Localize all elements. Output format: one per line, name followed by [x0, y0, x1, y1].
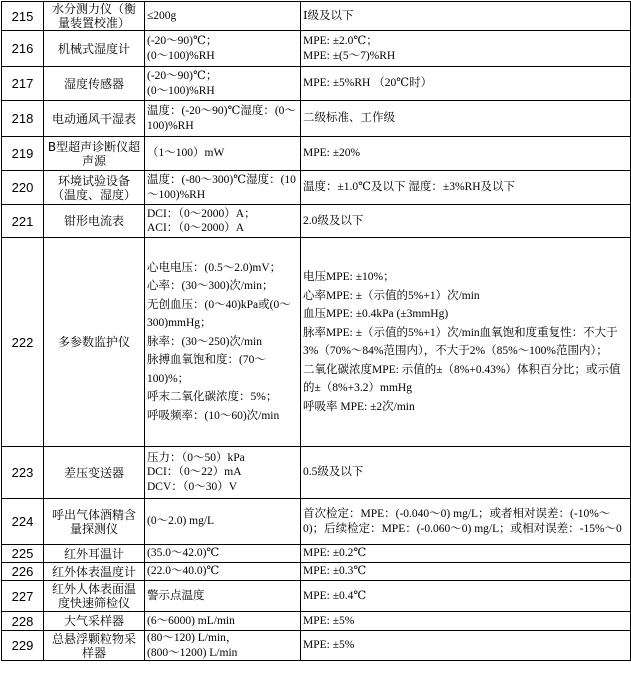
accuracy-requirement: MPE: ±5%: [301, 631, 631, 661]
measurement-range: 压力：（0～50）kPa DCI：（0～22）mA DCV：（0～30）V: [145, 447, 301, 499]
measurement-range: (35.0～42.0)℃: [145, 545, 301, 563]
accuracy-requirement: MPE: ±20%: [301, 137, 631, 171]
measurement-range: ≤200g: [145, 2, 301, 31]
accuracy-requirement: MPE: ±5%RH （20℃时）: [301, 67, 631, 101]
table-row: [2, 563, 631, 581]
measurement-range: (-20～90)℃； (0～100)%RH: [145, 31, 301, 67]
instrument-name: 水分测力仪（衡量装置校准）: [44, 2, 145, 31]
accuracy-requirement: MPE: ±0.4℃: [301, 581, 631, 612]
instrument-name: B型超声诊断仪超声源: [44, 137, 145, 171]
accuracy-requirement: 2.0级及以下: [301, 205, 631, 238]
measurement-range: (80～120) L/min， (800～1200) L/min: [145, 631, 301, 661]
measurement-range: (0～2.0) mg/L: [145, 499, 301, 545]
instrument-name: 红外耳温计: [44, 545, 145, 563]
measurement-range: 温度：(-20～90)℃湿度：(0～100)%RH: [145, 101, 301, 137]
table-row: [2, 31, 631, 67]
instrument-name: 环境试验设备（温度、湿度）: [44, 171, 145, 205]
accuracy-requirement: 首次检定：MPE：(-0.040～0) mg/L；或者相对误差：(-10%～0)；后续检定：MPE：(-0.060～0) mg/L；或相对误差：-15%～0: [301, 499, 631, 545]
instrument-name: 钳形电流表: [44, 205, 145, 238]
table-row: [2, 612, 631, 631]
table-row: [2, 171, 631, 205]
row-number: 222: [2, 238, 44, 447]
row-number: 227: [2, 581, 44, 612]
row-number: 216: [2, 31, 44, 67]
instrument-name: 电动通风干湿表: [44, 101, 145, 137]
row-number: 226: [2, 563, 44, 581]
instrument-name: 湿度传感器: [44, 67, 145, 101]
accuracy-requirement: MPE: ±2.0℃； MPE: ±(5～7)%RH: [301, 31, 631, 67]
instrument-name: 多参数监护仪: [44, 238, 145, 447]
measurement-range: 警示点温度: [145, 581, 301, 612]
row-number: 217: [2, 67, 44, 101]
table-row: [2, 205, 631, 238]
table-row: [2, 67, 631, 101]
row-number: 219: [2, 137, 44, 171]
row-number: 215: [2, 2, 44, 31]
instrument-name: 红外人体表面温度快速筛检仪: [44, 581, 145, 612]
measurement-range: （1～100）mW: [145, 137, 301, 171]
table-row: [2, 631, 631, 661]
measurement-range: (-20～90)℃； (0～100)%RH: [145, 67, 301, 101]
table-row: [2, 545, 631, 563]
measurement-range: 温度：(-80～300)℃湿度：(10～100)%RH: [145, 171, 301, 205]
accuracy-requirement: 电压MPE: ±10%； 心率MPE: ±（示值的5%+1）次/min 血压MPE: ±0.4kPa (±3mmHg) 脉率MPE: ±（示值的5%+1）次/min血氧饱和度重复性：不大于3%（70%～84%范围内），不大于2%（85%～100%范围内）； 二氧化碳浓度MPE: 示值的±（8%+0.43%）体积百分比；或示值的±（8%+3.2）mmHg 呼吸率 MPE: ±2次/min: [301, 238, 631, 447]
row-number: 229: [2, 631, 44, 661]
measurement-range: (22.0～40.0)℃: [145, 563, 301, 581]
accuracy-requirement: MPE: ±0.2℃: [301, 545, 631, 563]
instrument-name: 差压变送器: [44, 447, 145, 499]
measurement-range: DCI：（0～2000）A； ACI：（0～2000）A: [145, 205, 301, 238]
accuracy-requirement: 0.5级及以下: [301, 447, 631, 499]
table-row: [2, 499, 631, 545]
accuracy-requirement: MPE: ±0.3℃: [301, 563, 631, 581]
row-number: 218: [2, 101, 44, 137]
table-row: [2, 2, 631, 31]
row-number: 224: [2, 499, 44, 545]
calibration-table: [1, 1, 631, 661]
instrument-name: 红外体表温度计: [44, 563, 145, 581]
table-row: [2, 581, 631, 612]
table-row: [2, 447, 631, 499]
row-number: 228: [2, 612, 44, 631]
row-number: 223: [2, 447, 44, 499]
measurement-range: (6～6000) mL/min: [145, 612, 301, 631]
table-row: [2, 101, 631, 137]
instrument-name: 呼出气体酒精含量探测仪: [44, 499, 145, 545]
instrument-name: 机械式湿度计: [44, 31, 145, 67]
instrument-name: 大气采样器: [44, 612, 145, 631]
table-row: [2, 238, 631, 447]
accuracy-requirement: 二级标准、工作级: [301, 101, 631, 137]
row-number: 225: [2, 545, 44, 563]
row-number: 221: [2, 205, 44, 238]
row-number: 220: [2, 171, 44, 205]
measurement-range: 心电电压：(0.5～2.0)mV； 心率：(30～300)次/min； 无创血压：(0～40)kPa或(0～300)mmHg； 脉率：(30～250)次/min 脉搏血氧饱和度：(70～100)%； 呼末二氧化碳浓度：5%； 呼吸频率：(10～60)次/min: [145, 238, 301, 447]
table-row: [2, 137, 631, 171]
instrument-name: 总悬浮颗粒物采样器: [44, 631, 145, 661]
accuracy-requirement: Ⅰ级及以下: [301, 2, 631, 31]
accuracy-requirement: 温度：±1.0℃及以下 湿度：±3%RH及以下: [301, 171, 631, 205]
accuracy-requirement: MPE: ±5%: [301, 612, 631, 631]
